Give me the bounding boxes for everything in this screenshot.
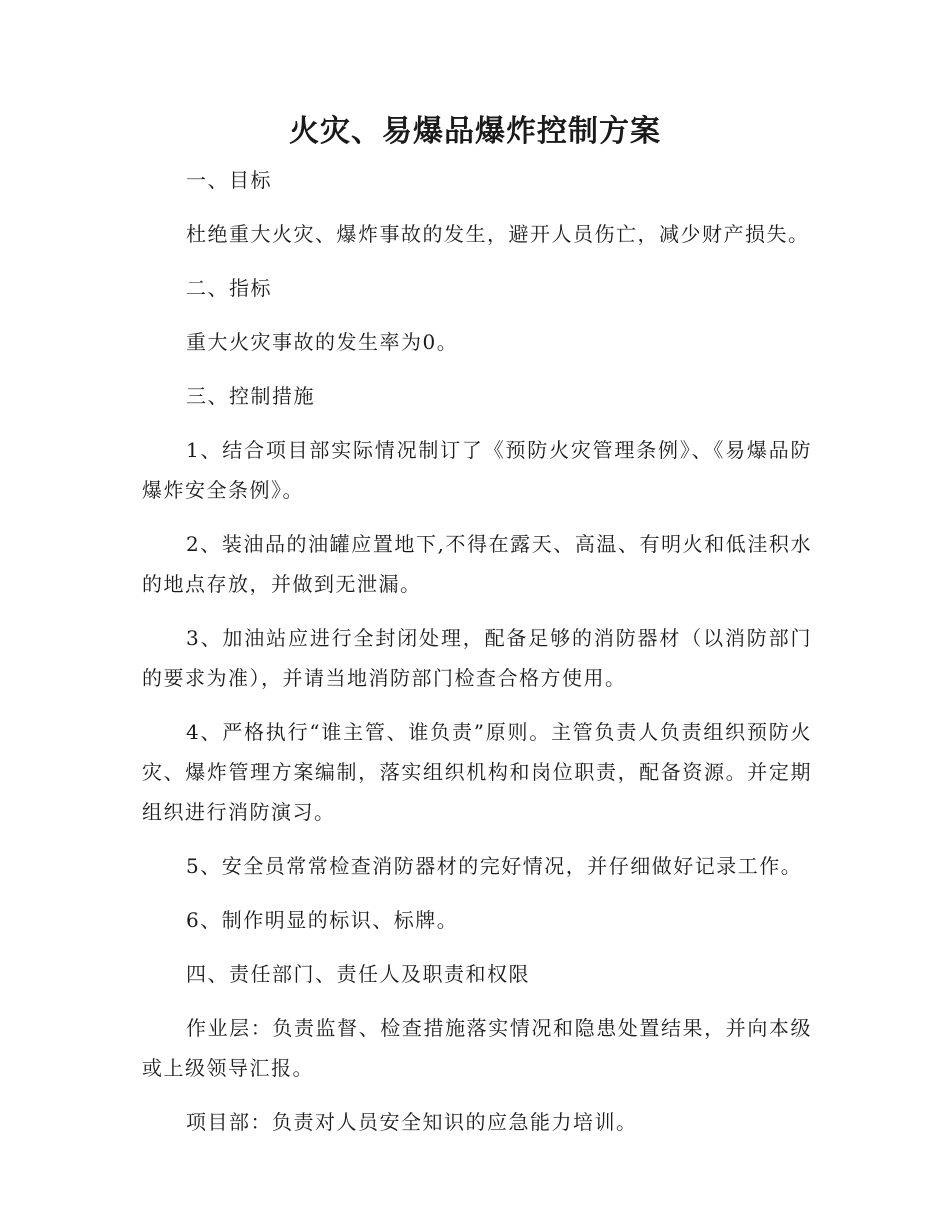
measure-2: 2、装油品的油罐应置地下,不得在露天、高温、有明火和低洼积水的地点存放，并做到无泄漏。 (142, 532, 812, 596)
document-title: 火灾、易爆品爆炸控制方案 (289, 114, 661, 149)
paragraph-indicator: 重大火灾事故的发生率为0。 (186, 330, 459, 354)
heading-goal: 一、目标 (186, 168, 272, 192)
paragraph-goal: 杜绝重大火灾、爆炸事故的发生，避开人员伤亡，减少财产损失。 (186, 222, 810, 246)
measure-4: 4、严格执行“谁主管、谁负责”原则。主管负责人负责组织预防火灾、爆炸管理方案编制，落实组织机构和岗位职责，配备资源。并定期组织进行消防演习。 (142, 720, 812, 824)
heading-responsibilities: 四、责任部门、责任人及职责和权限 (186, 962, 530, 986)
heading-control-measures: 三、控制措施 (186, 384, 315, 408)
measure-3: 3、加油站应进行全封闭处理，配备足够的消防器材（以消防部门的要求为准），并请当地消防部门检查合格方使用。 (142, 626, 812, 690)
paragraph-project-dept: 项目部：负责对人员安全知识的应急能力培训。 (186, 1110, 638, 1134)
measure-6: 6、制作明显的标识、标牌。 (186, 908, 459, 932)
heading-indicator: 二、指标 (186, 276, 272, 300)
measure-5: 5、安全员常常检查消防器材的完好情况，并仔细做好记录工作。 (186, 854, 803, 878)
measure-1: 1、结合项目部实际情况制订了《预防火灾管理条例》、《易爆品防爆炸安全条例》。 (142, 438, 812, 502)
paragraph-work-level: 作业层：负责监督、检查措施落实情况和隐患处置结果，并向本级或上级领导汇报。 (142, 1016, 812, 1080)
document-body (142, 160, 812, 1156)
